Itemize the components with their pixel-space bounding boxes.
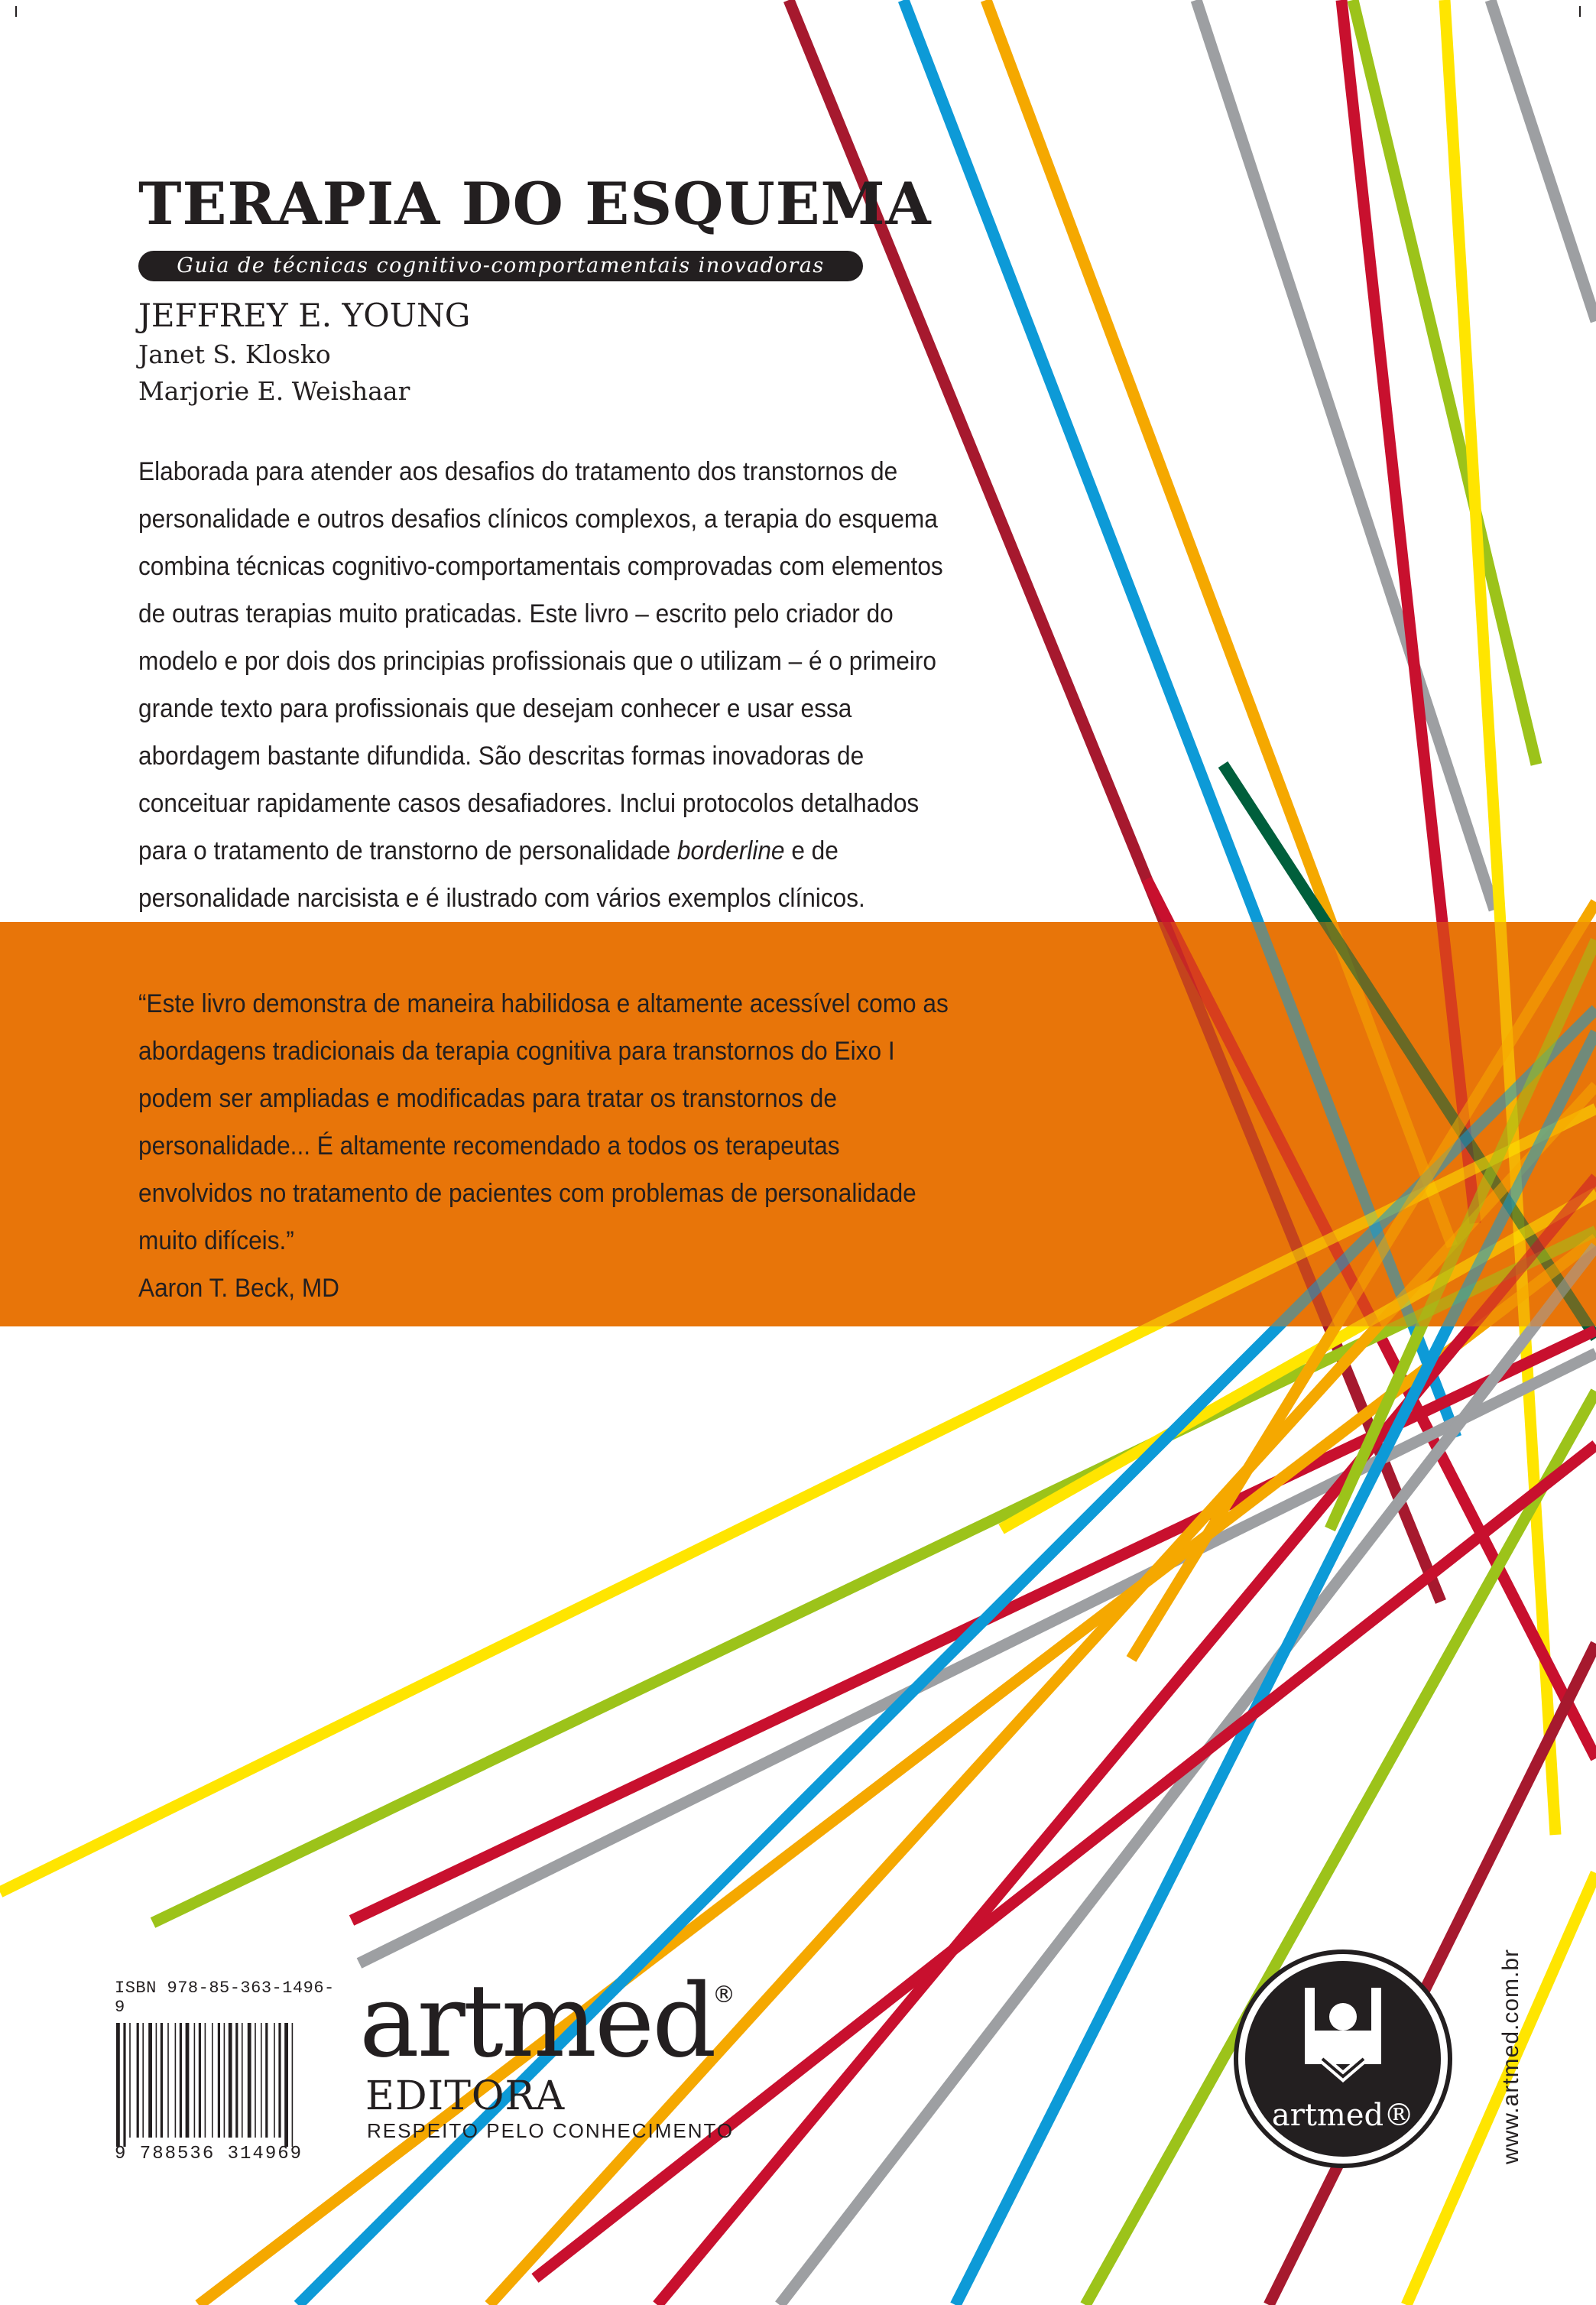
- barcode-bar: [255, 2023, 256, 2138]
- publisher-wordmark: artmed: [359, 1962, 715, 2080]
- barcode-bar: [156, 2023, 157, 2138]
- barcode-bar: [261, 2023, 262, 2138]
- barcode-bar: [142, 2023, 144, 2138]
- isbn-label: ISBN 978-85-363-1496-9: [115, 1979, 335, 2017]
- barcode-bar: [212, 2023, 213, 2138]
- crop-mark-left: [15, 6, 17, 17]
- barcode-bar: [175, 2023, 177, 2138]
- barcode-bar: [123, 2023, 125, 2147]
- website-text: www.artmed.com.br: [1498, 1948, 1523, 2165]
- author-second: Janet S. Klosko: [138, 339, 331, 369]
- barcode-bar: [274, 2023, 275, 2138]
- barcode-bar: [248, 2023, 251, 2138]
- barcode-image: [115, 2023, 344, 2147]
- barcode-bar: [229, 2023, 232, 2138]
- barcode-block: [115, 1979, 344, 2164]
- barcode-bar: [180, 2023, 182, 2138]
- decorative-line: [657, 1177, 1596, 2305]
- barcode-bar: [116, 2023, 120, 2147]
- author-third: Marjorie E. Weishaar: [138, 376, 410, 406]
- barcode-bar: [199, 2023, 201, 2138]
- barcode-bar: [235, 2023, 238, 2138]
- barcode-bar: [242, 2023, 243, 2138]
- decorative-line: [1445, 0, 1555, 1835]
- decorative-line: [359, 1353, 1596, 1963]
- description-text-2: e de personalidade narcisista e é ilustrado com vários exemplos clínicos.: [138, 836, 865, 913]
- barcode-bar: [161, 2023, 163, 2138]
- book-subtitle: Guia de técnicas cognitivo-comportamentais inovadoras: [138, 251, 863, 281]
- quote-text: “Este livro demonstra de maneira habilidosa e altamente acessível como as abordagens tradicionais da terapia cognitiva para transtornos do Eixo I podem ser ampliadas e modificadas para tratar os transtornos de personalidade... É altamente recomendado a todos os terapeutas envolvidos no tratamento de pacientes com problemas de personalidade muito difíceis.”: [138, 989, 949, 1255]
- description-text-1: Elaborada para atender aos desafios do tratamento dos transtornos de personalidade e outros desafios clínicos complexos, a terapia do esquema combina técnicas cognitivo-comportamentais comprovadas com elementos de outras terapias muito praticadas. Este livro – escrito pelo criador do modelo e por dois dos principias profissionais que o utilizam – é o primeiro grande texto para profissionais que desejam conhecer e usar essa abordagem bastante difundida. São descritas formas inovadoras de conceituar rapidamente casos desafiadores. Inclui protocolos detalhados para o tratamento de transtorno de personalidade: [138, 457, 943, 865]
- seal-text: artmed®: [1271, 2098, 1415, 2133]
- book-description: [138, 448, 949, 922]
- decorative-line: [153, 1231, 1596, 1923]
- barcode-digits: 9 788536 314969: [115, 2144, 303, 2164]
- registered-mark: ®: [712, 1982, 735, 2008]
- publisher-tagline: RESPEITO PELO CONHECIMENTO: [367, 2119, 735, 2142]
- barcode-bar: [186, 2023, 190, 2138]
- barcode-bar: [265, 2023, 268, 2138]
- barcode-bar: [137, 2023, 139, 2138]
- decorative-line: [1196, 0, 1494, 910]
- decorative-line: [352, 1330, 1596, 1920]
- book-title: TERAPIA DO ESQUEMA: [138, 170, 932, 238]
- barcode-bar: [148, 2023, 152, 2138]
- author-main: JEFFREY E. YOUNG: [138, 297, 471, 334]
- decorative-line: [1353, 0, 1536, 765]
- artmed-seal-logo: [1232, 1948, 1454, 2170]
- publisher-imprint: EDITORA: [365, 2073, 566, 2119]
- barcode-bar: [218, 2023, 220, 2138]
- barcode-bar: [284, 2023, 288, 2147]
- barcode-bar: [224, 2023, 225, 2138]
- publisher-website: [1496, 1919, 1526, 2194]
- barcode-bar: [292, 2023, 294, 2147]
- barcode-bar: [278, 2023, 281, 2138]
- description-paragraph: [138, 448, 949, 922]
- decorative-line: [1491, 0, 1596, 321]
- barcode-bar: [129, 2023, 131, 2138]
- decorative-line: [780, 1246, 1596, 2305]
- barcode-bar: [194, 2023, 196, 2138]
- quote-attribution: Aaron T. Beck, MD: [138, 1274, 340, 1303]
- barcode-bar: [167, 2023, 169, 2138]
- description-italic: borderline: [676, 836, 785, 865]
- seal-reader-icon: [1329, 2003, 1357, 2031]
- endorsement-quote: [138, 980, 949, 1312]
- crop-mark-right: [1579, 6, 1581, 17]
- barcode-bar: [205, 2023, 206, 2138]
